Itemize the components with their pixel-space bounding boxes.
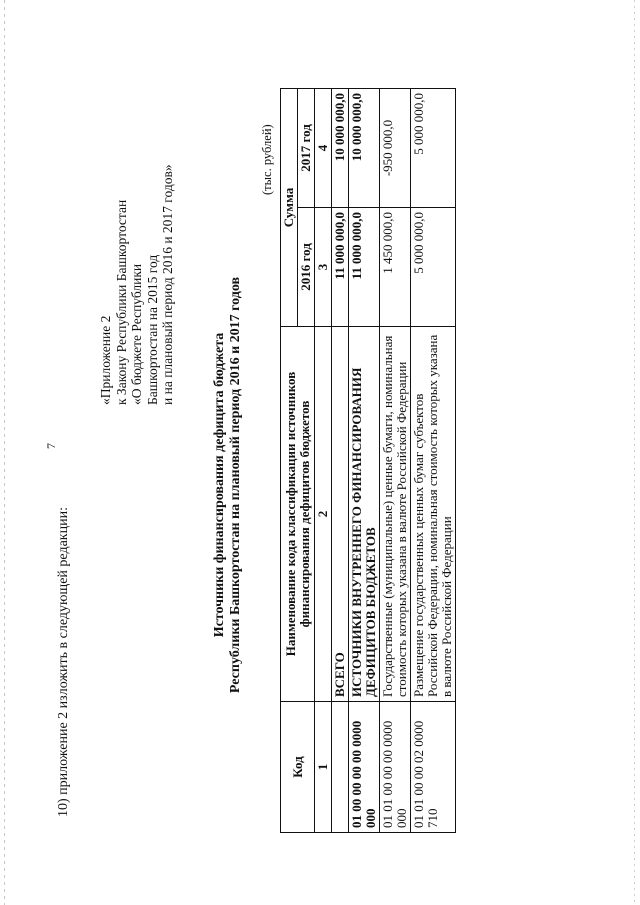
header-year-2016: 2016 год — [298, 208, 315, 327]
row-value-2016: 11 000 000,0 — [332, 208, 349, 327]
row-code: 01 00 00 00 00 0000 000 — [349, 702, 380, 833]
table-row — [349, 89, 380, 833]
row-code — [332, 702, 349, 833]
row-code: 01 01 00 00 02 0000 710 — [411, 702, 456, 833]
table-row — [332, 89, 349, 833]
appendix-line: к Закону Республики Башкортостан — [113, 199, 129, 405]
header-code: Код — [281, 702, 315, 833]
row-value-2017: -950 000,0 — [380, 89, 411, 208]
column-number: 1 — [315, 702, 332, 833]
table-row — [380, 89, 411, 833]
appendix-line: «О бюджете Республики — [129, 263, 144, 405]
header-name: Наименование кода классификации источников финансирования дефицитов бюджетов — [281, 327, 315, 702]
budget-deficit-table — [280, 88, 456, 833]
page-number: 7 — [44, 443, 58, 449]
appendix-line: «Приложение 2 — [98, 315, 113, 405]
table-row — [411, 89, 456, 833]
row-value-2017: 5 000 000,0 — [411, 89, 456, 208]
row-value-2017: 10 000 000,0 — [332, 89, 349, 208]
header-year-2017: 2017 год — [298, 89, 315, 208]
intro-text: 10) приложение 2 изложить в следующей редакции: — [56, 507, 71, 817]
row-value-2017: 10 000 000,0 — [349, 89, 380, 208]
row-value-2016: 11 000 000,0 — [349, 208, 380, 327]
title-line: Республики Башкортостан на плановый период 2016 и 2017 годов — [228, 276, 243, 694]
row-name: ИСТОЧНИКИ ВНУТРЕННЕГО ФИНАНСИРОВАНИЯ ДЕФИЦИТОВ БЮДЖЕТОВ — [349, 327, 380, 702]
row-code: 01 01 00 00 00 0000 000 — [380, 702, 411, 833]
column-number-row — [315, 89, 332, 833]
row-value-2016: 1 450 000,0 — [380, 208, 411, 327]
document-title — [212, 235, 244, 735]
row-value-2016: 5 000 000,0 — [411, 208, 456, 327]
appendix-reference — [98, 164, 176, 405]
unit-label: (тыс. рублей) — [260, 124, 274, 195]
table-header-row — [281, 89, 298, 833]
row-name: Размещение государственных ценных бумаг субъектов Российской Федерации, номинальная стоимость которых указана в валюте Российской Федерации — [411, 327, 456, 702]
appendix-line: Башкортостан на 2015 год — [144, 254, 160, 405]
column-number: 3 — [315, 208, 332, 327]
appendix-line: и на плановый период 2016 и 2017 годов» — [160, 164, 175, 405]
header-sum: Сумма — [281, 89, 298, 327]
title-line: Источники финансирования дефицита бюджета — [212, 332, 227, 638]
row-name: Государственные (муниципальные) ценные бумаги, номинальная стоимость которых указана в валюте Российской Федерации — [380, 327, 411, 702]
column-number: 4 — [315, 89, 332, 208]
row-name: ВСЕГО — [332, 327, 349, 702]
column-number: 2 — [315, 327, 332, 702]
